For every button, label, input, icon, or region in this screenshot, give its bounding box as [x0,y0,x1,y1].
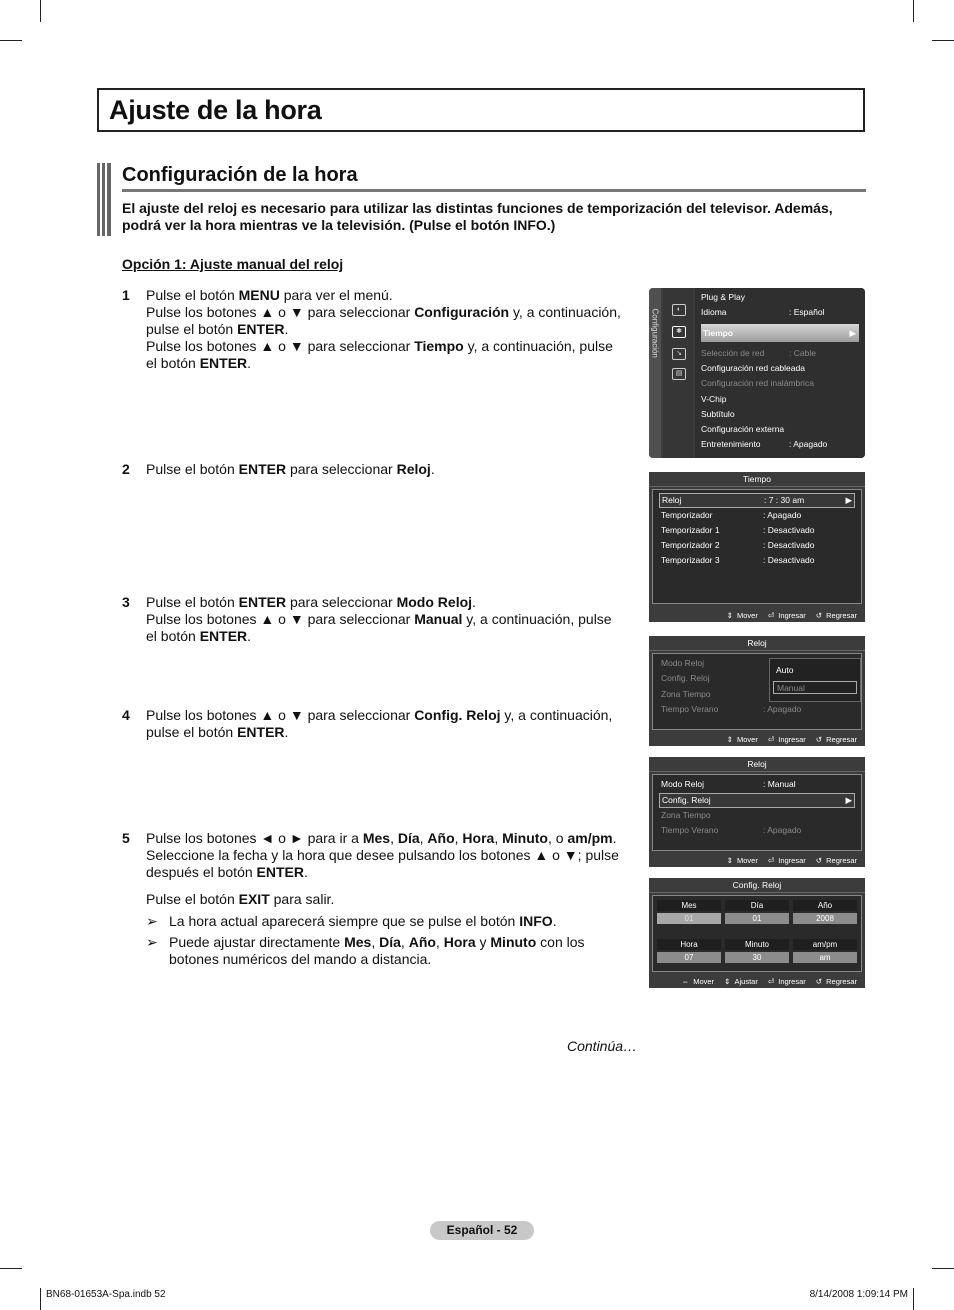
crop-mark [913,0,914,22]
step-number: 5 [122,830,130,846]
osd-panel [652,653,862,730]
continue-text: Continúa… [567,1038,638,1054]
osd-row[interactable]: Modo Reloj [661,658,704,668]
popup-option-auto[interactable]: Auto [776,665,794,675]
crop-mark [913,1288,914,1310]
menu-item[interactable]: Plug & Play [701,292,745,302]
osd-row-selected[interactable]: Config. Reloj ▶ [659,793,855,808]
osd-row[interactable]: Tiempo Verano : Apagado [661,825,802,835]
hour-value[interactable]: 07 [657,952,721,963]
minute-value[interactable]: 30 [725,952,789,963]
menu-item[interactable]: Configuración externa [701,424,785,434]
note-arrow-icon: ➢ [146,913,158,929]
osd-row-selected[interactable]: Reloj : 7 : 30 am ▶ [659,493,855,508]
crop-mark [40,1288,41,1310]
osd-row[interactable]: Temporizador 3 : Desactivado [661,555,815,565]
enter-icon: ⏎ [767,735,775,744]
popup-option-manual[interactable]: Manual [773,681,857,694]
grid-label-ampm: am/pm [793,939,857,950]
osd-row[interactable]: Temporizador 1 : Desactivado [661,525,815,535]
osd-side-bar [649,288,661,458]
exit-text: Pulse el botón EXIT para salir. [146,891,335,907]
osd-header: Reloj [649,757,865,772]
section-title-box [122,161,866,192]
arrow-right-icon: ▶ [845,495,852,505]
osd-header: Tiempo [649,472,865,487]
grid-label-hour: Hora [657,939,721,950]
page-title-box [97,88,865,132]
osd-footer: ⇕ Mover ⏎ Ingresar ↺ Regresar [726,611,857,620]
return-icon: ↺ [815,611,823,620]
application-icon: ▤ [672,368,686,380]
menu-item[interactable]: Entretenimiento : Apagado [701,439,828,449]
grid-label-day: Día [725,900,789,911]
footer-file: BN68-01653A-Spa.indb 52 [46,1289,166,1300]
step-4-text: Pulse los botones ▲ o ▼ para seleccionar Config. Reloj y, a continuación, pulse el botón ENTER. [146,707,613,740]
arrow-right-icon: ▶ [845,795,852,805]
page-number-badge: Español - 52 [430,1221,534,1240]
osd-header: Reloj [649,636,865,651]
step-3-text: Pulse el botón ENTER para seleccionar Modo Reloj. Pulse los botones ▲ o ▼ para seleccionar Manual y, a continuación, pulse el botón ENTER. [146,594,612,644]
grid-label-minute: Minuto [725,939,789,950]
gear-icon: ✱ [672,326,686,338]
menu-item[interactable]: Configuración red inalámbrica [701,378,814,388]
menu-item[interactable]: Subtítulo [701,409,735,419]
osd-setup-menu [649,288,865,458]
step-number: 2 [122,461,130,477]
osd-panel [652,774,862,851]
step-1-text: Pulse el botón MENU para ver el menú. Pulse los botones ▲ o ▼ para seleccionar Configuración y, a continuación, pulse el botón ENTER. Pulse los botones ▲ o ▼ para seleccionar Tiempo y, a continuación, pulse el botón ENTER. [146,287,621,371]
picture-icon: ◐ [672,304,686,316]
osd-side-label: Configuración [650,308,660,358]
page-title: Ajuste de la hora [109,95,322,125]
menu-item[interactable]: Idioma : Español [701,307,825,317]
return-icon: ↺ [815,735,823,744]
ampm-value[interactable]: am [793,952,857,963]
crop-mark [932,40,954,41]
footer-date: 8/14/2008 1:09:14 PM [809,1289,908,1300]
option-heading: Opción 1: Ajuste manual del reloj [122,256,344,272]
section-title: Configuración de la hora [122,164,358,186]
crop-mark [0,1268,22,1269]
osd-menu-list [695,288,865,458]
note-arrow-icon: ➢ [146,934,158,950]
step-number: 4 [122,707,130,723]
osd-row[interactable]: Zona Tiempo [661,689,711,699]
step-number: 1 [122,287,130,303]
return-icon: ↺ [815,856,823,865]
osd-row[interactable]: Config. Reloj [661,673,710,683]
menu-item[interactable]: Selección de red : Cable [701,348,816,358]
clock-mode-popup [769,658,861,702]
osd-clock-mode-menu [649,636,865,746]
section-bars [97,163,111,236]
osd-row[interactable]: Tiempo Verano : Apagado [661,704,802,714]
input-icon: ↘ [672,348,686,360]
return-icon: ↺ [815,977,823,986]
menu-item[interactable]: Configuración red cableada [701,363,805,373]
step-5-text: Pulse los botones ◄ o ► para ir a Mes, Día, Año, Hora, Minuto, o am/pm. Seleccione la fecha y la hora que desee pulsando los botones ▲ o ▼; pulse después el botón ENTER. [146,830,619,880]
leftright-icon: ⇔ [681,977,690,986]
arrow-right-icon: ▶ [849,328,856,338]
step-2-text: Pulse el botón ENTER para seleccionar Reloj. [146,461,435,477]
month-value[interactable]: 01 [657,913,721,924]
updown-icon: ⇕ [726,856,733,865]
grid-label-year: Año [793,900,857,911]
enter-icon: ⏎ [767,611,775,620]
note-2: ➢ Puede ajustar directamente Mes, Día, Año, Hora y Minuto con los botones numéricos del mando a distancia. [146,934,585,967]
updown-icon: ⇕ [726,735,733,744]
menu-item[interactable]: V-Chip [701,394,727,404]
crop-mark [932,1268,954,1269]
osd-panel [652,489,862,604]
osd-panel [652,895,862,972]
menu-item-selected[interactable]: Tiempo ▶ [701,324,859,342]
updown-icon: ⇕ [724,977,731,986]
osd-time-menu [649,472,865,622]
updown-icon: ⇕ [726,611,733,620]
osd-footer: ⇔ Mover ⇕ Ajustar ⏎ Ingresar ↺ Regresar [681,977,857,986]
step-number: 3 [122,594,130,610]
day-value[interactable]: 01 [725,913,789,924]
osd-row[interactable]: Modo Reloj : Manual [661,779,796,789]
note-1: ➢ La hora actual aparecerá siempre que se pulse el botón INFO. [146,913,557,929]
osd-row[interactable]: Temporizador 2 : Desactivado [661,540,815,550]
enter-icon: ⏎ [767,977,775,986]
osd-icon-column [663,288,693,458]
osd-clock-set [649,878,865,988]
enter-icon: ⏎ [767,856,775,865]
osd-row[interactable]: Zona Tiempo [661,810,711,820]
osd-footer: ⇕ Mover ⏎ Ingresar ↺ Regresar [726,856,857,865]
grid-label-month: Mes [657,900,721,911]
crop-mark [40,0,41,22]
intro-text: El ajuste del reloj es necesario para utilizar las distintas funciones de temporización del televisor. Además, podrá ver la hora mientras ve la televisión. (Pulse el botón INFO.) [122,200,833,233]
osd-footer: ⇕ Mover ⏎ Ingresar ↺ Regresar [726,735,857,744]
year-value[interactable]: 2008 [793,913,857,924]
osd-row[interactable]: Temporizador : Apagado [661,510,802,520]
osd-clock-menu [649,757,865,867]
osd-header: Config. Reloj [649,878,865,893]
crop-mark [0,40,22,41]
